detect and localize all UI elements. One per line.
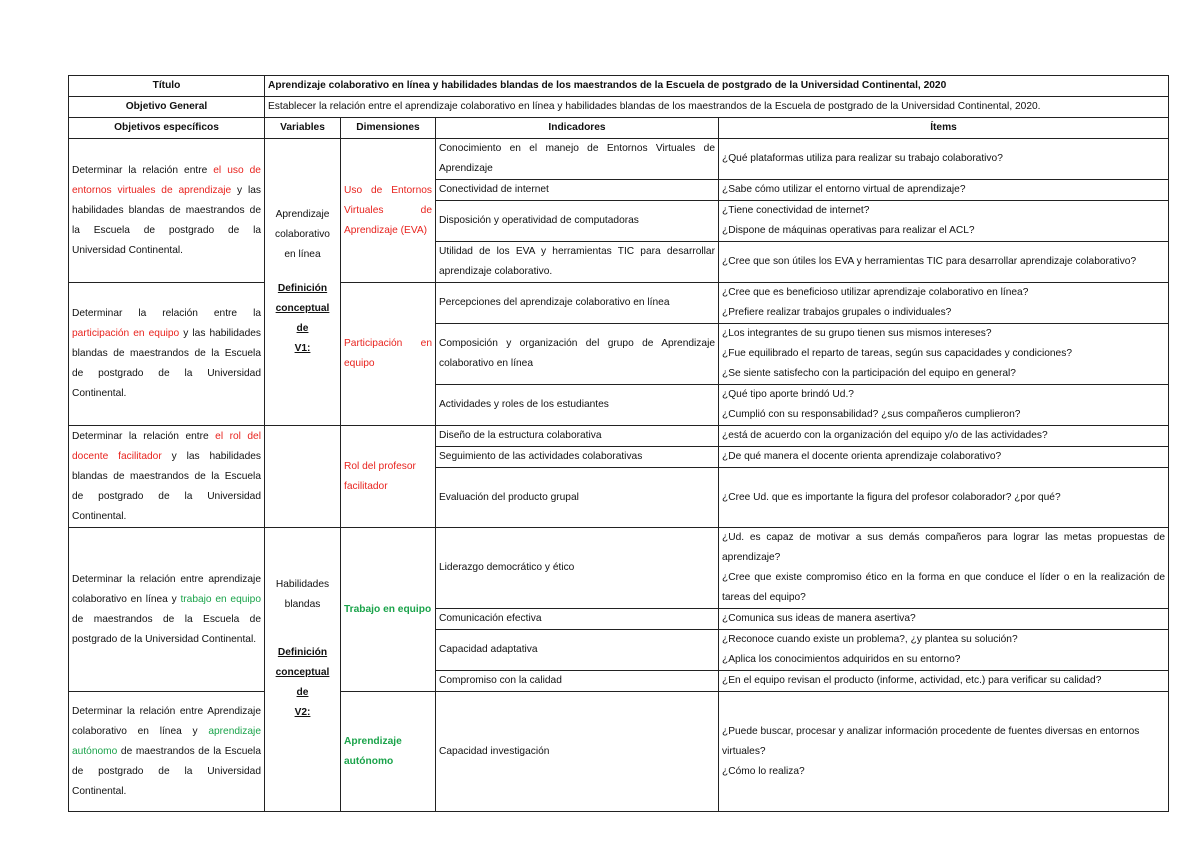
title-row	[69, 76, 1169, 97]
objective-cell-1	[69, 139, 265, 283]
item-question: ¿Sabe cómo utilizar el entorno virtual de aprendizaje?	[722, 184, 966, 195]
item-question: ¿Aplica los conocimientos adquiridos en su entorno?	[722, 654, 961, 665]
indicator-cell: Comunicación efectiva	[436, 609, 719, 630]
objective-cell-4	[69, 528, 265, 692]
item-question: ¿Puede buscar, procesar y analizar información procedente de fuentes diversas en entornos virtuales?	[722, 725, 1140, 757]
titulo-label: Título	[69, 76, 265, 97]
item-question: ¿Dispone de máquinas operativas para realizar el ACL?	[722, 225, 975, 236]
col-header-items: Ítems	[719, 118, 1169, 139]
items-cell	[719, 630, 1169, 671]
objetivo-value: Establecer la relación entre el aprendizaje colaborativo en línea y habilidades blandas de los maestrandos de la Escuela de postgrado de la Universidad Continental, 2020.	[265, 97, 1169, 118]
item-question: ¿Cumplió con su responsabilidad? ¿sus compañeros cumplieron?	[722, 409, 1021, 420]
table-row	[69, 692, 1169, 812]
item-question: ¿Los integrantes de su grupo tienen sus mismos intereses?	[722, 328, 992, 339]
variable-label: en línea	[284, 249, 321, 260]
objective-highlight: trabajo en equipo	[180, 593, 261, 605]
objective-text: Determinar la relación entre Aprendizaje colaborativo en línea y	[72, 705, 261, 737]
items-cell	[719, 139, 1169, 180]
items-cell	[719, 385, 1169, 426]
variable-label: Aprendizaje	[275, 209, 330, 220]
objective-text: y las habilidades blandas de maestrandos de la Escuela de postgrado de la Universidad Continental.	[72, 450, 262, 522]
objective-text: y las habilidades blandas de maestrandos de la Escuela de postgrado de la Universidad Continental.	[72, 184, 262, 256]
objective-highlight: aprendizaje autónomo	[72, 725, 261, 757]
indicator-cell: Disposición y operatividad de computadoras	[436, 201, 719, 242]
item-question: ¿Cree que existe compromiso ético en la forma en que conduce el líder o en la realización de tareas del equipo?	[722, 572, 1165, 603]
indicator-cell: Capacidad adaptativa	[436, 630, 719, 671]
item-question: ¿Cree Ud. que es importante la figura del profesor colaborador? ¿por qué?	[722, 491, 1061, 503]
item-question: ¿Tiene conectividad de internet?	[722, 205, 870, 216]
indicator-cell: Actividades y roles de los estudiantes	[436, 385, 719, 426]
operationalization-table	[68, 75, 1169, 812]
variable-label: blandas	[284, 598, 321, 610]
col-header-indicadores: Indicadores	[436, 118, 719, 139]
objective-highlight: participación en equipo	[72, 328, 180, 339]
item-question: ¿Qué plataformas utiliza para realizar su trabajo colaborativo?	[722, 153, 1003, 164]
item-question: ¿Comunica sus ideas de manera asertiva?	[722, 613, 916, 624]
indicator-cell: Liderazgo democrático y ético	[436, 528, 719, 609]
item-question: ¿Reconoce cuando existe un problema?, ¿y plantea su solución?	[722, 634, 1018, 645]
items-cell	[719, 671, 1169, 692]
item-question: ¿En el equipo revisan el producto (informe, actividad, etc.) para verificar su calidad?	[722, 675, 1102, 686]
objective-text: de maestrandos de la Escuela de postgrado de la Universidad Continental.	[72, 613, 261, 645]
item-question: ¿Cree que es beneficioso utilizar aprendizaje colaborativo en línea?	[722, 287, 1029, 298]
objective-text: Determinar la relación entre aprendizaje colaborativo en línea y	[72, 573, 261, 605]
indicator-cell: Conocimiento en el manejo de Entornos Virtuales de Aprendizaje	[436, 139, 719, 180]
dimension-cell-3: Rol del profesor facilitador	[341, 426, 436, 528]
objective-highlight: el uso de entornos virtuales de aprendizaje	[72, 164, 261, 196]
table-row	[69, 426, 1169, 447]
items-cell	[719, 609, 1169, 630]
col-header-objetivos: Objetivos específicos	[69, 118, 265, 139]
indicator-cell: Diseño de la estructura colaborativa	[436, 426, 719, 447]
indicator-cell: Percepciones del aprendizaje colaborativo en línea	[436, 283, 719, 324]
objective-text: Determinar la relación entre	[72, 430, 216, 442]
table-row	[69, 528, 1169, 609]
objetivo-label: Objetivo General	[69, 97, 265, 118]
items-cell	[719, 324, 1169, 385]
column-header-row	[69, 118, 1169, 139]
item-question: ¿Cree que son útiles los EVA y herramientas TIC para desarrollar aprendizaje colaborativo?	[722, 256, 1137, 267]
item-question: ¿Fue equilibrado el reparto de tareas, según sus capacidades y condiciones?	[722, 348, 1072, 359]
variable-cell-v1	[265, 139, 341, 426]
item-question: ¿Cómo lo realiza?	[722, 765, 805, 777]
objective-text: y las habilidades blandas de maestrandos de la Escuela de postgrado de la Universidad Continental.	[72, 328, 262, 399]
definition-label: de	[296, 323, 309, 334]
variable-label: colaborativo	[275, 229, 330, 240]
dimension-cell-1: Uso de Entornos Virtuales de Aprendizaje (EVA)	[341, 139, 436, 283]
indicator-cell: Utilidad de los EVA y herramientas TIC para desarrollar aprendizaje colaborativo.	[436, 242, 719, 283]
table-row	[69, 283, 1169, 324]
objective-highlight: el rol del docente facilitador	[72, 430, 261, 462]
items-cell	[719, 468, 1169, 528]
definition-label: V2:	[294, 706, 311, 718]
objective-cell-3	[69, 426, 265, 528]
indicator-cell: Capacidad investigación	[436, 692, 719, 812]
indicator-cell: Seguimiento de las actividades colaborativas	[436, 447, 719, 468]
items-cell	[719, 528, 1169, 609]
items-cell	[719, 242, 1169, 283]
definition-label: Definición	[277, 646, 328, 658]
item-question: ¿Se siente satisfecho con la participación del equipo en general?	[722, 368, 1016, 379]
objective-text: de maestrandos de la Escuela de postgrado de la Universidad Continental.	[72, 745, 261, 797]
item-question: ¿está de acuerdo con la organización del equipo y/o de las actividades?	[722, 430, 1048, 441]
dimension-cell-4: Trabajo en equipo	[341, 528, 436, 692]
items-cell	[719, 283, 1169, 324]
item-question: ¿Ud. es capaz de motivar a sus demás compañeros para lograr las metas propuestas de aprendizaje?	[722, 532, 1165, 563]
definition-label: conceptual	[275, 303, 330, 314]
variable-cell-continuation	[265, 426, 341, 528]
indicator-cell: Compromiso con la calidad	[436, 671, 719, 692]
indicator-cell: Evaluación del producto grupal	[436, 468, 719, 528]
objective-cell-2	[69, 283, 265, 426]
item-question: ¿Prefiere realizar trabajos grupales o individuales?	[722, 307, 952, 318]
titulo-value: Aprendizaje colaborativo en línea y habilidades blandas de los maestrandos de la Escuela de postgrado de la Universidad Continental, 2020	[265, 76, 1169, 97]
items-cell	[719, 180, 1169, 201]
variable-cell-v2	[265, 528, 341, 812]
items-cell	[719, 201, 1169, 242]
objective-cell-5	[69, 692, 265, 812]
definition-label: Definición	[277, 283, 328, 294]
definition-label: V1:	[294, 343, 311, 354]
dimension-cell-5: Aprendizaje autónomo	[341, 692, 436, 812]
objective-text: Determinar la relación entre la	[72, 308, 261, 319]
variable-label: Habilidades	[275, 578, 330, 590]
items-cell	[719, 426, 1169, 447]
item-question: ¿De qué manera el docente orienta aprendizaje colaborativo?	[722, 451, 1002, 462]
item-question: ¿Qué tipo aporte brindó Ud.?	[722, 389, 854, 400]
objective-text: Determinar la relación entre	[72, 164, 214, 176]
definition-label: de	[296, 686, 309, 698]
objective-row	[69, 97, 1169, 118]
definition-label: conceptual	[275, 666, 330, 678]
dimension-cell-2: Participación en equipo	[341, 283, 436, 426]
items-cell	[719, 692, 1169, 812]
items-cell	[719, 447, 1169, 468]
table-row	[69, 139, 1169, 180]
col-header-dimensiones: Dimensiones	[341, 118, 436, 139]
indicator-cell: Conectividad de internet	[436, 180, 719, 201]
col-header-variables: Variables	[265, 118, 341, 139]
indicator-cell: Composición y organización del grupo de Aprendizaje colaborativo en línea	[436, 324, 719, 385]
